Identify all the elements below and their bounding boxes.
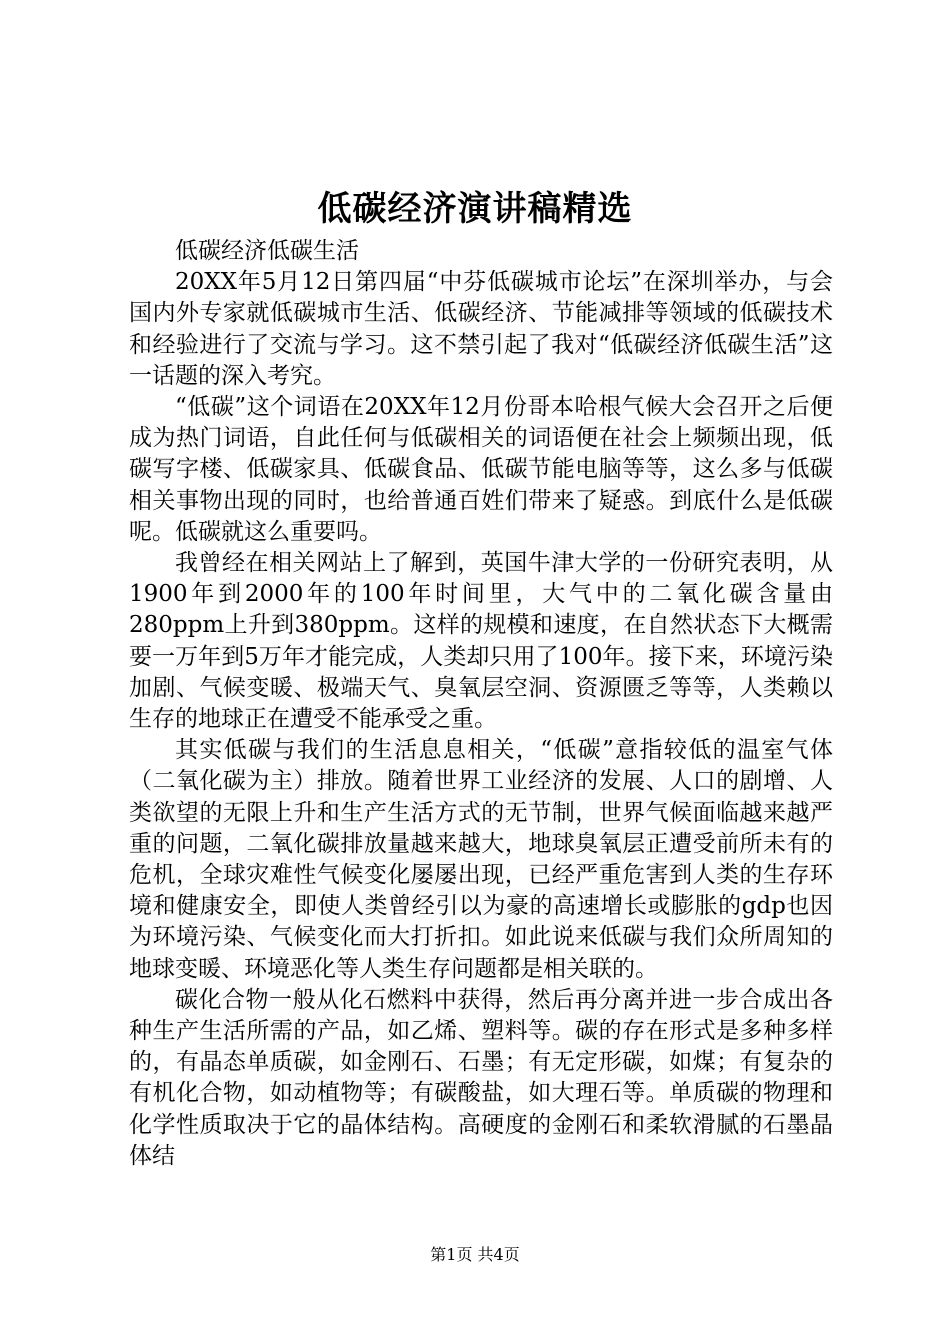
subtitle-paragraph: 低碳经济低碳生活 bbox=[175, 238, 359, 264]
document-body bbox=[129, 236, 833, 1172]
page-footer: 第1页 共4页 bbox=[430, 1245, 520, 1264]
body-paragraph: 20XX年5月12日第四届“中芬低碳城市论坛”在深圳举办，与会国内外专家就低碳城市生活、低碳经济、节能减排等领域的低碳技术和经验进行了交流与学习。这不禁引起了我对“低碳经济低碳生活”这一话题的深入考究。 bbox=[129, 269, 833, 389]
document-title: 低碳经济演讲稿精选 bbox=[317, 189, 633, 229]
body-paragraph: 我曾经在相关网站上了解到，英国牛津大学的一份研究表明，从1900年到2000年的100年时间里，大气中的二氧化碳含量由280ppm上升到380ppm。这样的规模和速度，在自然状态下大概需要一万年到5万年才能完成，人类却只用了100年。接下来，环境污染加剧、气候变暖、极端天气、臭氧层空洞、资源匮乏等等，人类赖以生存的地球正在遭受不能承受之重。 bbox=[129, 550, 833, 733]
body-paragraph: “低碳”这个词语在20XX年12月份哥本哈根气候大会召开之后便成为热门词语，自此任何与低碳相关的词语便在社会上频频出现，低碳写字楼、低碳家具、低碳食品、低碳节能电脑等等，这么多与低碳相关事物出现的同时，也给普通百姓们带来了疑惑。到底什么是低碳呢。低碳就这么重要吗。 bbox=[129, 394, 833, 545]
body-paragraph: 碳化合物一般从化石燃料中获得，然后再分离并进一步合成出各种生产生活所需的产品，如乙烯、塑料等。碳的存在形式是多种多样的，有晶态单质碳，如金刚石、石墨；有无定形碳，如煤；有复杂的有机化合物，如动植物等；有碳酸盐，如大理石等。单质碳的物理和化学性质取决于它的晶体结构。高硬度的金刚石和柔软滑腻的石墨晶体结 bbox=[129, 986, 833, 1169]
body-paragraph: 其实低碳与我们的生活息息相关，“低碳”意指较低的温室气体（二氧化碳为主）排放。随着世界工业经济的发展、人口的剧增、人类欲望的无限上升和生产生活方式的无节制，世界气候面临越来越严重的问题，二氧化碳排放量越来越大，地球臭氧层正遭受前所未有的危机，全球灾难性气候变化屡屡出现，已经严重危害到人类的生存环境和健康安全，即使人类曾经引以为豪的高速增长或膨胀的gdp也因为环境污染、气候变化而大打折扣。如此说来低碳与我们众所周知的地球变暖、环境恶化等人类生存问题都是相关联的。 bbox=[129, 737, 833, 982]
